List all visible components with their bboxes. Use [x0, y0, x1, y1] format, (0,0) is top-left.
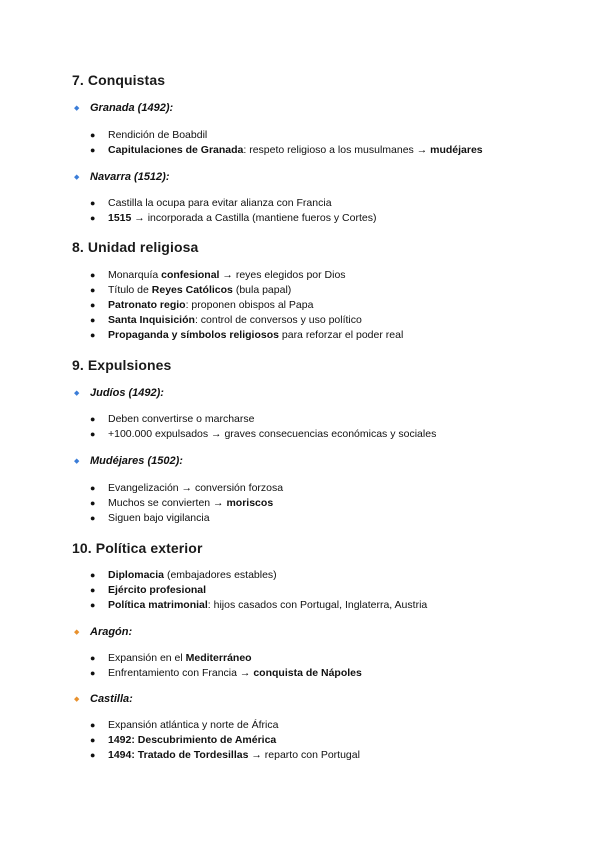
text-run: Enfrentamiento con Francia → [108, 667, 254, 679]
text-run: : proponen obispos al Papa [185, 299, 314, 311]
subheading [74, 455, 183, 467]
list-item-text [108, 143, 483, 158]
list-item [90, 268, 570, 283]
list-item [90, 143, 570, 158]
list-item [90, 718, 570, 733]
list-item [90, 412, 570, 427]
list-item-text [108, 412, 254, 427]
bullet-list [90, 196, 570, 226]
text-run: → incorporada a Castilla (mantiene fueros y Cortes) [131, 212, 377, 224]
bullet-dot-icon: ● [90, 668, 96, 678]
text-run: Monarquía [108, 269, 162, 281]
list-item [90, 196, 570, 211]
diamond-bullet-icon: ◆ [74, 173, 80, 181]
list-item-text [108, 511, 210, 526]
section-title: 8. Unidad religiosa [72, 239, 199, 255]
bold-run: Santa Inquisición [108, 314, 195, 326]
text-run: (embajadores estables) [164, 569, 277, 581]
bold-run: Mediterráneo [185, 652, 252, 664]
bullet-dot-icon: ● [90, 735, 96, 745]
diamond-bullet-icon: ◆ [74, 695, 80, 703]
list-item-text [108, 211, 376, 226]
subheading [74, 626, 132, 638]
bold-run: 1515 [108, 212, 132, 224]
text-run: : hijos casados con Portugal, Inglaterra, Austria [207, 599, 428, 611]
list-item [90, 568, 570, 583]
list-item [90, 427, 570, 442]
list-item [90, 328, 570, 343]
bold-run: moriscos [226, 497, 274, 509]
diamond-bullet-icon: ◆ [74, 457, 80, 465]
list-item-text [108, 666, 362, 681]
bold-run: Política matrimonial [108, 599, 208, 611]
text-run: Expansión atlántica y norte de África [108, 719, 279, 731]
list-item [90, 733, 570, 748]
list-item [90, 128, 570, 143]
bullet-dot-icon: ● [90, 285, 96, 295]
text-run: Expansión en el [108, 652, 186, 664]
bold-run: Patronato regio [108, 299, 186, 311]
bold-run: confesional [161, 269, 220, 281]
list-item-text [108, 733, 276, 748]
list-item-text [108, 128, 207, 143]
subheading-text: Aragón: [90, 626, 133, 638]
bullet-dot-icon: ● [90, 600, 96, 610]
list-item-text [108, 481, 283, 496]
text-run: Rendición de Boabdil [108, 129, 208, 141]
text-run: → reparto con Portugal [248, 749, 360, 761]
list-item-text [108, 748, 360, 763]
list-item [90, 283, 570, 298]
bullet-dot-icon: ● [90, 198, 96, 208]
bullet-list [90, 268, 570, 343]
bullet-list [90, 651, 570, 681]
section-title: 10. Política exterior [72, 540, 203, 556]
bullet-dot-icon: ● [90, 270, 96, 280]
text-run: Siguen bajo vigilancia [108, 512, 210, 524]
list-item [90, 651, 570, 666]
subheading [74, 387, 164, 399]
text-run: Castilla la ocupa para evitar alianza con Francia [108, 197, 332, 209]
list-item [90, 211, 570, 226]
text-run: Muchos se convierten → [108, 497, 227, 509]
list-item-text [108, 298, 313, 313]
bullet-dot-icon: ● [90, 330, 96, 340]
list-item-text [108, 583, 206, 598]
subheading [74, 102, 173, 114]
bullet-list [90, 718, 570, 763]
diamond-bullet-icon: ◆ [74, 628, 80, 636]
bold-run: 1494: Tratado de Tordesillas [108, 749, 249, 761]
list-item [90, 598, 570, 613]
list-item-text [108, 598, 427, 613]
bold-run: Capitulaciones de Granada [108, 144, 244, 156]
diamond-bullet-icon: ◆ [74, 389, 80, 397]
list-item [90, 666, 570, 681]
text-run: : control de conversos y uso político [194, 314, 362, 326]
subheading-text: Mudéjares (1502): [90, 455, 183, 467]
diamond-bullet-icon: ◆ [74, 104, 80, 112]
bullet-dot-icon: ● [90, 483, 96, 493]
subheading-text: Granada (1492): [90, 102, 174, 114]
bullet-dot-icon: ● [90, 653, 96, 663]
subheading-text: Judíos (1492): [90, 387, 164, 399]
bold-run: 1492: Descubrimiento de América [108, 734, 277, 746]
bullet-dot-icon: ● [90, 750, 96, 760]
list-item-text [108, 196, 332, 211]
list-item [90, 481, 570, 496]
bullet-dot-icon: ● [90, 570, 96, 580]
list-item-text [108, 718, 278, 733]
bullet-list [90, 481, 570, 526]
subheading [74, 693, 133, 705]
bullet-list [90, 128, 570, 158]
bullet-dot-icon: ● [90, 585, 96, 595]
bullet-dot-icon: ● [90, 130, 96, 140]
text-run: → reyes elegidos por Dios [219, 269, 346, 281]
list-item [90, 496, 570, 511]
list-item-text [108, 651, 252, 666]
bold-run: Ejército profesional [108, 584, 207, 596]
text-run: Evangelización → conversión forzosa [108, 482, 284, 494]
bold-run: Propaganda y símbolos religiosos [108, 329, 279, 341]
text-run: (bula papal) [232, 284, 292, 296]
list-item-text [108, 328, 403, 343]
text-run: : respeto religioso a los musulmanes → [243, 144, 431, 156]
text-run: para reforzar el poder real [278, 329, 404, 341]
bold-run: Reyes Católicos [151, 284, 233, 296]
bullet-dot-icon: ● [90, 720, 96, 730]
bullet-list [90, 412, 570, 442]
list-item-text [108, 313, 362, 328]
bold-run: Diplomacia [108, 569, 165, 581]
list-item [90, 511, 570, 526]
bullet-dot-icon: ● [90, 315, 96, 325]
list-item-text [108, 268, 346, 283]
bullet-dot-icon: ● [90, 429, 96, 439]
list-item-text [108, 283, 291, 298]
list-item-text [108, 568, 277, 583]
bold-run: mudéjares [430, 144, 483, 156]
text-run: Deben convertirse o marcharse [108, 413, 255, 425]
list-item-text [108, 427, 436, 442]
text-run: Título de [108, 284, 152, 296]
list-item [90, 748, 570, 763]
subheading [74, 171, 170, 183]
bullet-list [90, 568, 570, 613]
text-run: +100.000 expulsados → graves consecuencias económicas y sociales [108, 428, 437, 440]
bullet-dot-icon: ● [90, 300, 96, 310]
subheading-text: Castilla: [90, 693, 133, 705]
list-item-text [108, 496, 273, 511]
bullet-dot-icon: ● [90, 498, 96, 508]
list-item [90, 298, 570, 313]
subheading-text: Navarra (1512): [90, 171, 170, 183]
bold-run: conquista de Nápoles [253, 667, 362, 679]
list-item [90, 583, 570, 598]
bullet-dot-icon: ● [90, 414, 96, 424]
section-title: 9. Expulsiones [72, 357, 172, 373]
list-item [90, 313, 570, 328]
section-title: 7. Conquistas [72, 72, 166, 88]
bullet-dot-icon: ● [90, 213, 96, 223]
bullet-dot-icon: ● [90, 145, 96, 155]
bullet-dot-icon: ● [90, 513, 96, 523]
